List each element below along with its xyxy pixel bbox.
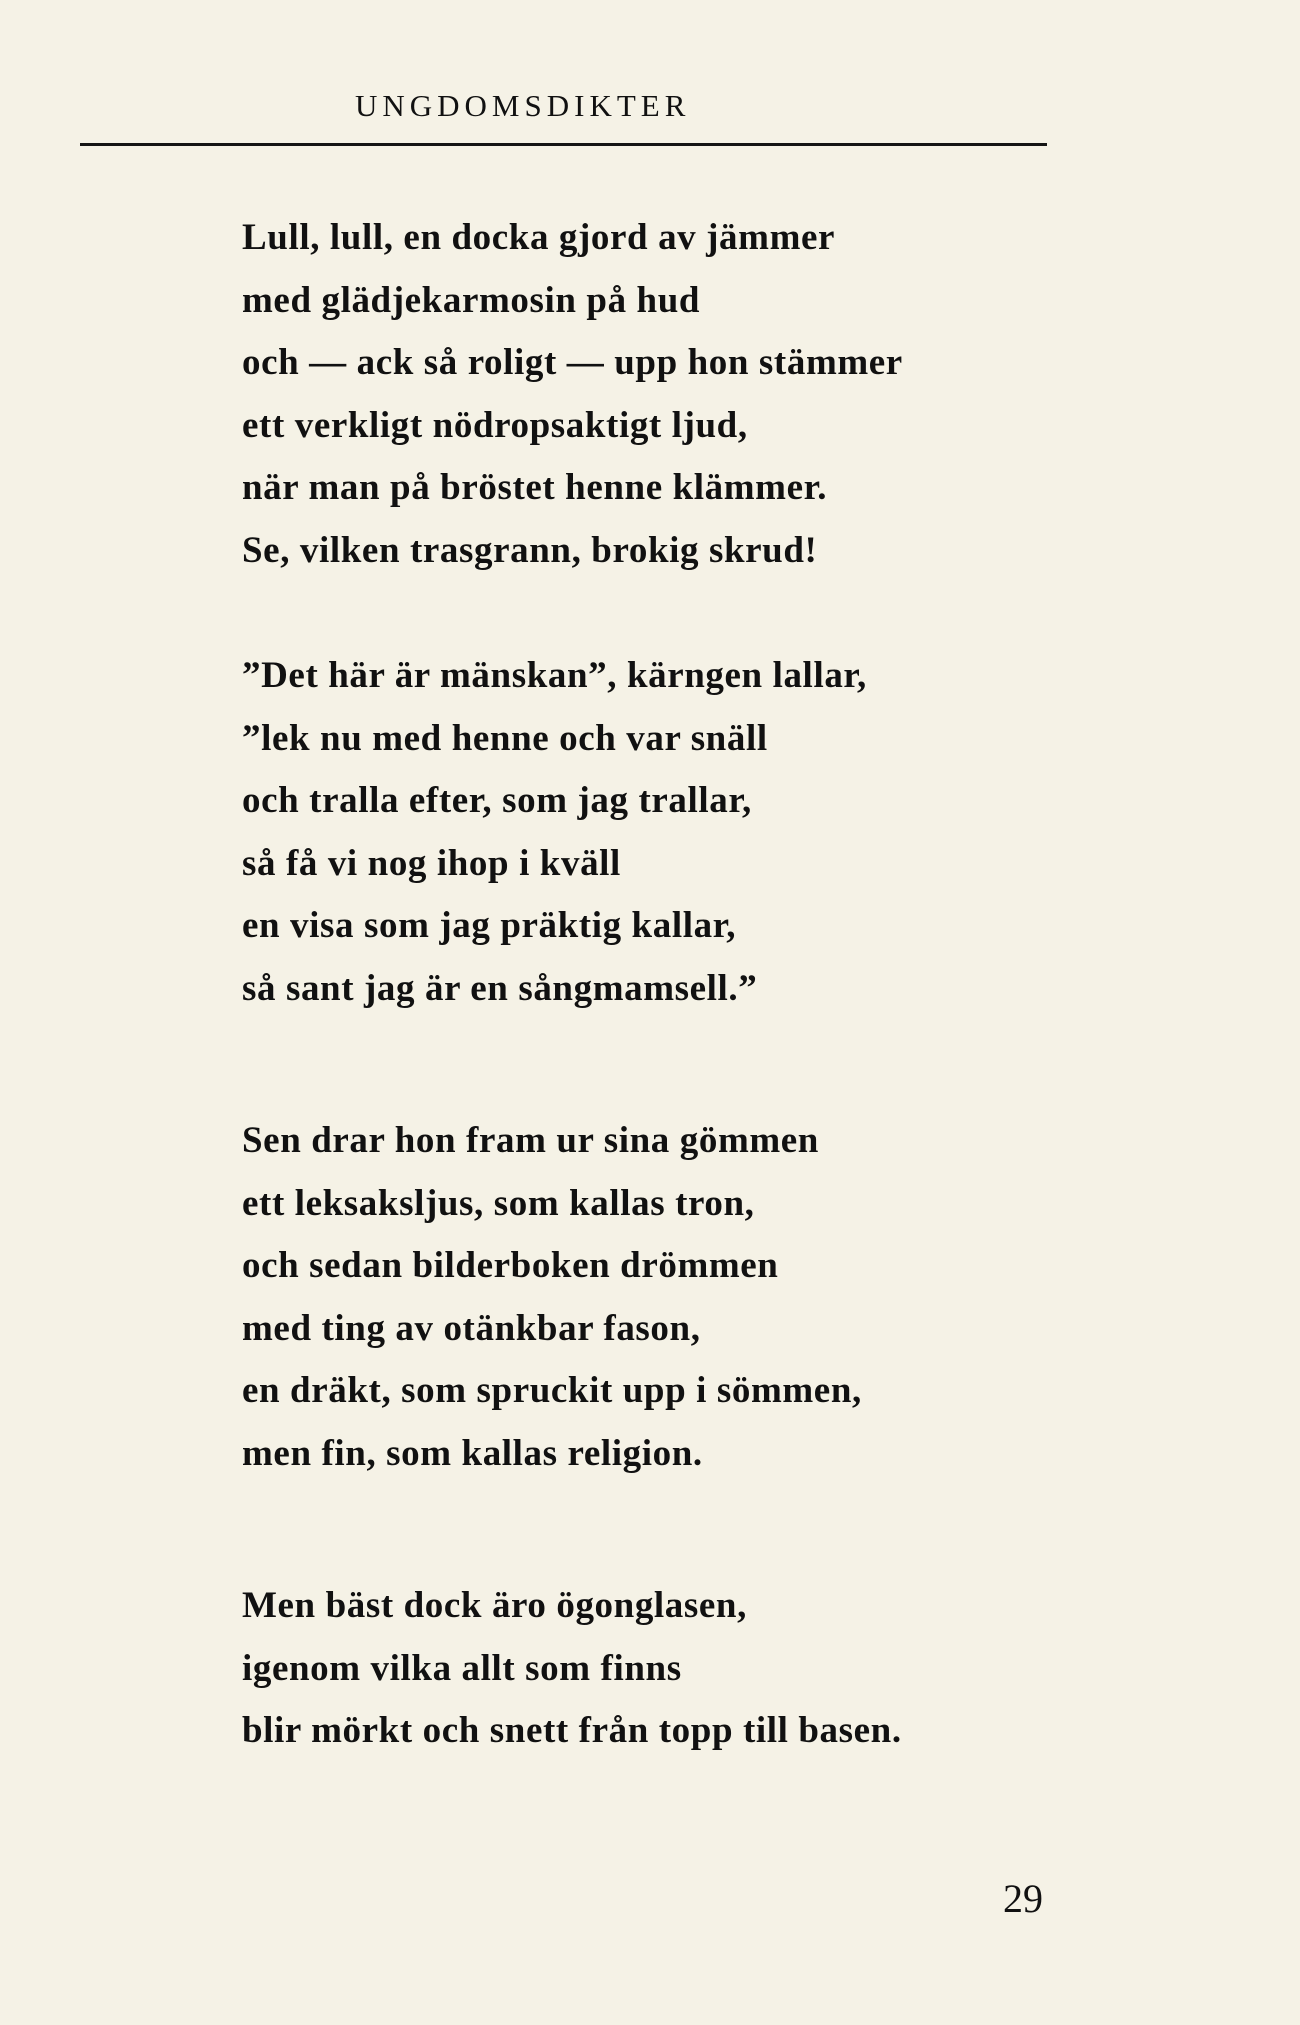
header-rule xyxy=(80,143,1047,146)
poem-line: och tralla efter, som jag trallar, xyxy=(242,780,752,821)
stanza-1 xyxy=(242,207,1142,582)
poem-body xyxy=(242,207,1142,1763)
poem-line: så sant jag är en sångmamsell.” xyxy=(242,967,758,1009)
stanza-2 xyxy=(242,645,1142,1020)
stanza-4 xyxy=(242,1575,1142,1763)
poem-line: blir mörkt och snett från topp till basen. xyxy=(242,1710,902,1751)
poem-line: Sen drar hon fram ur sina gömmen xyxy=(242,1120,819,1161)
poem-line: Lull, lull, en docka gjord av jämmer xyxy=(242,217,836,258)
poem-line: men fin, som kallas religion. xyxy=(242,1432,703,1474)
poem-line: när man på bröstet henne klämmer. xyxy=(242,467,828,508)
poem-line: ”Det här är mänskan”, kärngen lallar, xyxy=(242,655,867,696)
poem-line: Se, vilken trasgrann, brokig skrud! xyxy=(242,529,818,571)
poem-line: ett leksaksljus, som kallas tron, xyxy=(242,1182,755,1224)
poem-line: igenom vilka allt som finns xyxy=(242,1647,682,1689)
poem-line: och sedan bilderboken drömmen xyxy=(242,1245,779,1286)
poem-line: ett verkligt nödropsaktigt ljud, xyxy=(242,404,748,446)
poem-line: Men bäst dock äro ögonglasen, xyxy=(242,1585,747,1626)
page-number: 29 xyxy=(1003,1876,1043,1921)
running-head: UNGDOMSDIKTER xyxy=(355,88,691,123)
poem-line: en dräkt, som spruckit upp i sömmen, xyxy=(242,1370,862,1411)
poem-line: med glädjekarmosin på hud xyxy=(242,279,701,321)
poem-line: och — ack så roligt — upp hon stämmer xyxy=(242,342,903,383)
poem-line: så få vi nog ihop i kväll xyxy=(242,842,621,884)
poem-line: med ting av otänkbar fason, xyxy=(242,1307,701,1349)
poem-line: en visa som jag präktig kallar, xyxy=(242,905,737,946)
stanza-3 xyxy=(242,1110,1142,1485)
poem-line: ”lek nu med henne och var snäll xyxy=(242,717,768,759)
